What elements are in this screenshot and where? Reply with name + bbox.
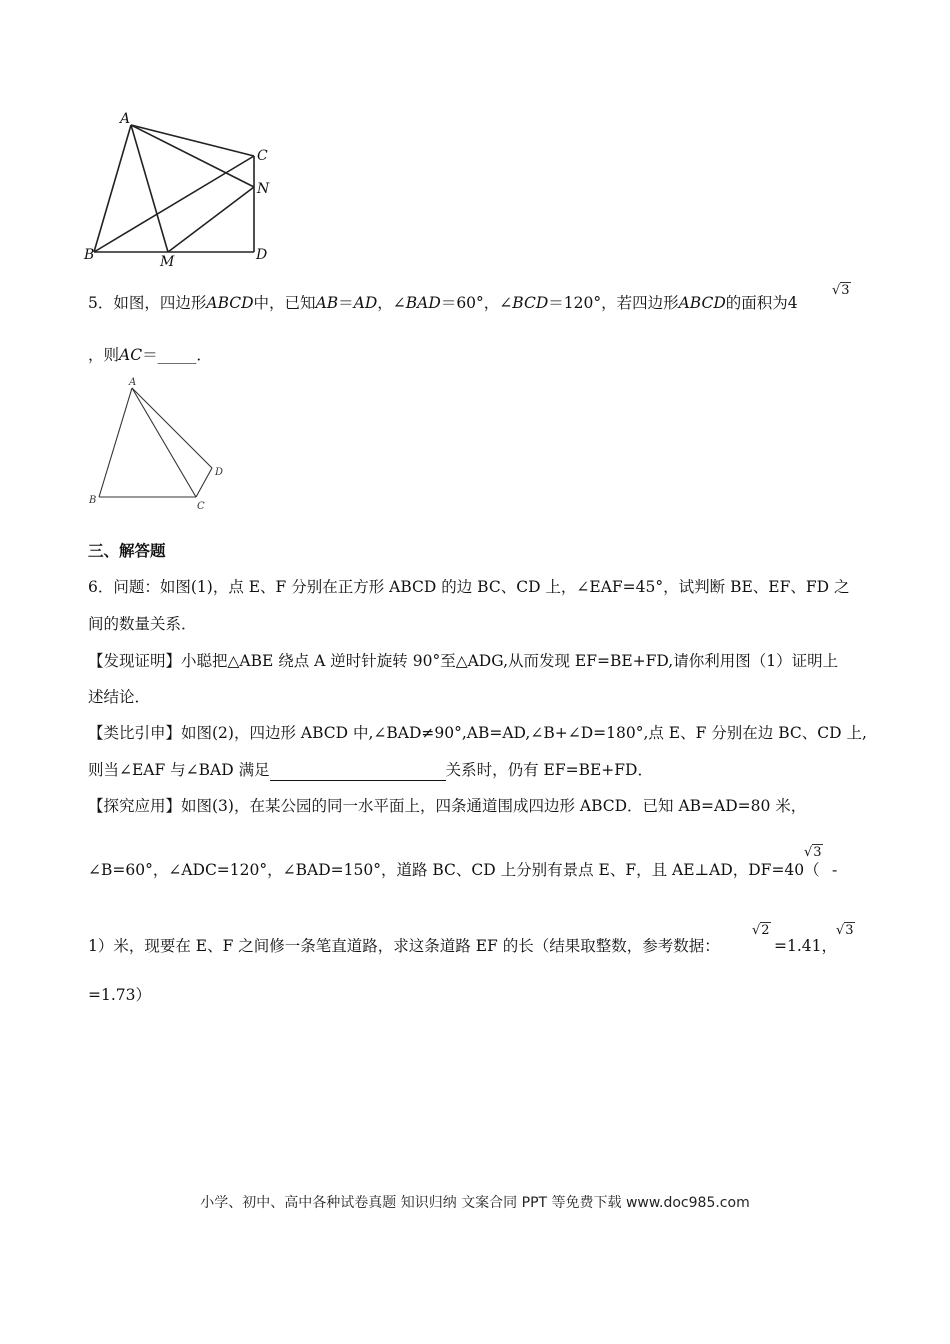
q6-sqrt-2: √2: [752, 923, 770, 938]
q6-line-9-mid: =1.41，: [774, 937, 837, 955]
q6-line-4: 述结论．: [88, 688, 151, 706]
answer-blank[interactable]: [270, 760, 446, 781]
q5-sqrt-3: √3: [832, 283, 850, 298]
q6-line-10: =1.73）: [88, 986, 151, 1004]
label-b: B: [84, 247, 95, 263]
segment-ab: [99, 388, 132, 497]
figure-q4: [80, 108, 280, 270]
q6-line-5: 【类比引申】如图(2)，四边形 ABCD 中,∠BAD≠90°,AB=AD,∠B+∠D=180°,点 E、F 分别在边 BC、CD 上,: [88, 724, 867, 742]
q6-sqrt-3-a: √3: [804, 845, 822, 860]
segment-cd: [196, 468, 212, 497]
segment-mn: [168, 187, 254, 252]
segment-am: [131, 125, 168, 252]
q6-line-2: 间的数量关系．: [88, 615, 197, 633]
q6-line-9: 1）米，现要在 E、F 之间修一条笔直道路，求这条道路 EF 的长（结果取整数，参考数据：: [88, 937, 720, 955]
q6-line-8: ∠B=60°，∠ADC=120°，∠BAD=150°，道路 BC、CD 上分别有景点 E、F，且 AE⊥AD，DF=40（: [88, 861, 820, 879]
section-heading: 三、解答题: [88, 541, 166, 560]
label-a: A: [129, 377, 137, 388]
label-n: N: [257, 181, 270, 197]
page-footer: 小学、初中、高中各种试卷真题 知识归纳 文案合同 PPT 等免费下载 www.doc985.com: [200, 1195, 750, 1211]
label-c: C: [257, 148, 268, 164]
q6-sqrt-3-b: √3: [836, 923, 854, 938]
q6-line-6: 则当∠EAF 与∠BAD 满足 关系时，仍有 EF=BE+FD．: [88, 761, 653, 779]
q5-line-1: 5．如图，四边形ABCD中，已知AB＝AD，∠BAD＝60°，∠BCD＝120°，若四边形ABCD的面积为4: [88, 294, 798, 312]
label-b: B: [89, 495, 97, 506]
q6-line-7: 【探究应用】如图(3)，在某公园的同一水平面上，四条通道围成四边形 ABCD．已知 AB=AD=80 米，: [88, 797, 807, 815]
label-d: D: [215, 467, 224, 478]
label-d: D: [256, 247, 268, 263]
q6-line-3: 【发现证明】小聪把△ABE 绕点 A 逆时针旋转 90°至△ADG,从而发现 EF=BE+FD,请你利用图（1）证明上: [88, 652, 839, 670]
q6-line-1: 6．问题：如图(1)，点 E、F 分别在正方形 ABCD 的边 BC、CD 上，∠EAF=45°，试判断 BE、EF、FD 之: [88, 578, 850, 596]
q5-line-2: ，则AC＝_____．: [88, 346, 212, 364]
segment-an: [131, 125, 254, 187]
label-m: M: [160, 254, 175, 270]
label-c: C: [197, 501, 205, 512]
segment-ac: [131, 125, 254, 156]
label-a: A: [120, 111, 131, 127]
figure-q5: [84, 372, 234, 512]
q6-line-8-end: -: [832, 861, 838, 879]
